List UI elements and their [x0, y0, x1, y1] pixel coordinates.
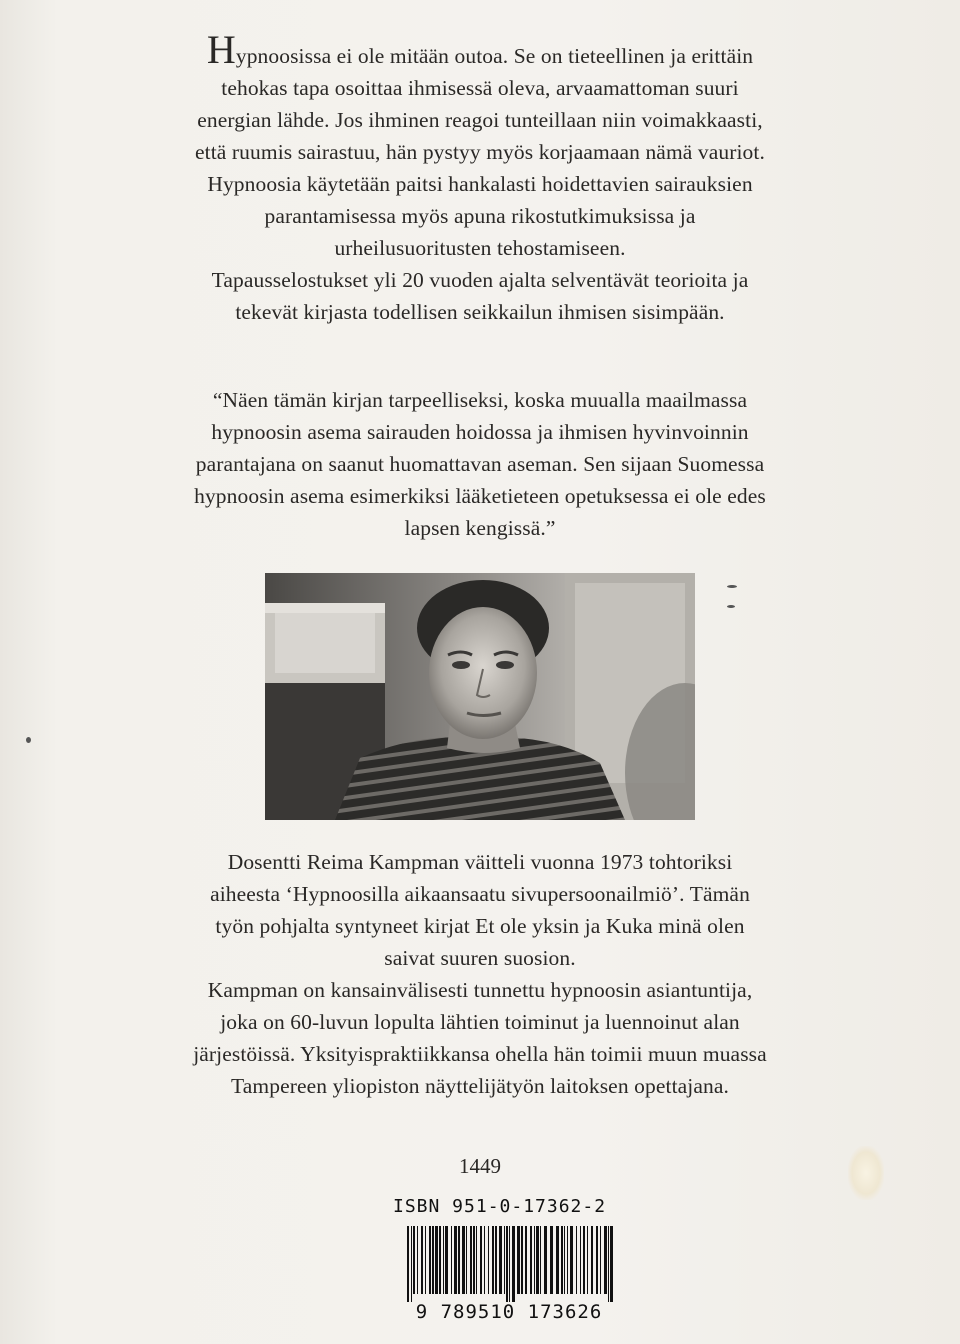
barcode-bar [540, 1226, 541, 1294]
author-photo [265, 573, 695, 820]
barcode-bar [550, 1226, 553, 1294]
author-quote [120, 384, 840, 544]
barcode-bar [476, 1226, 477, 1294]
text-line: tekevät kirjasta todellisen seikkailun ihmisen sisimpään. [235, 300, 725, 324]
text-line: parantajana on saanut huomattavan aseman. Sen sijaan Suomessa [195, 452, 765, 476]
barcode-bar [495, 1226, 497, 1294]
barcode-bar [458, 1226, 460, 1294]
barcode-bar [466, 1226, 467, 1294]
barcode-bar [521, 1226, 523, 1294]
barcode-bar [473, 1226, 475, 1294]
text-line: parantamisessa myös apuna rikostutkimuksissa ja [264, 204, 696, 228]
barcode-bar [576, 1226, 577, 1294]
barcode-bar [432, 1226, 434, 1294]
barcode-bar [454, 1226, 457, 1294]
drop-cap: H [206, 27, 236, 72]
text-line: Dosentti Reima Kampman väitteli vuonna 1973 tohtoriksi [227, 850, 733, 874]
barcode-bar [504, 1226, 505, 1294]
text-line: energian lähde. Jos ihminen reagoi tunteillaan niin voimakkaasti, [197, 108, 763, 132]
barcode-bar [525, 1226, 527, 1294]
text-line: “Näen tämän kirjan tarpeelliseksi, koska muualla maailmassa [212, 388, 748, 412]
barcode-bar [509, 1226, 510, 1302]
barcode-bar [480, 1226, 482, 1294]
barcode-bar [451, 1226, 452, 1294]
text-line: hypnoosin asema esimerkiksi lääketieteen opetuksessa ei ole edes [194, 484, 766, 508]
text-line: saivat suuren suosion. [384, 946, 576, 970]
barcode-bar [407, 1226, 409, 1302]
barcode-bar [580, 1226, 581, 1294]
dust-speck [26, 737, 31, 743]
barcode-bar [470, 1226, 472, 1294]
book-number: 1449 [459, 1154, 501, 1178]
text-line: Tampereen yliopiston näyttelijätyön laitoksen opettajana. [231, 1074, 729, 1098]
barcode-bar [421, 1226, 423, 1294]
barcode-bar [583, 1226, 585, 1294]
barcode-bar [567, 1226, 568, 1294]
barcode-bar [425, 1226, 426, 1294]
text-line: lapsen kengissä.” [404, 516, 556, 540]
isbn-label: ISBN 951-0-17362-2 [393, 1196, 607, 1217]
barcode-bar [564, 1226, 565, 1294]
barcode-bar [596, 1226, 598, 1294]
barcode-bar [492, 1226, 494, 1294]
barcode-bar [411, 1226, 412, 1302]
barcode-bar [484, 1226, 485, 1294]
barcode-bar [506, 1226, 508, 1302]
text-line [120, 27, 840, 72]
barcode-bar [517, 1226, 520, 1294]
barcode-bar [462, 1226, 465, 1294]
dust-speck [727, 585, 737, 588]
barcode-bar [499, 1226, 502, 1294]
text-line: hypnoosin asema sairauden hoidossa ja ihmisen hyvinvoinnin [211, 420, 749, 444]
text-line: Tapausselostukset yli 20 vuoden ajalta selventävät teorioita ja [211, 268, 749, 292]
barcode-bar [604, 1226, 607, 1294]
barcode-bar [556, 1226, 559, 1294]
barcode-bar [445, 1226, 448, 1294]
barcode-bar [435, 1226, 438, 1294]
text-line: urheilusuoritusten tehostamiseen. [334, 236, 626, 260]
barcode-bar [488, 1226, 489, 1294]
barcode-bar [429, 1226, 431, 1294]
barcode-bar [561, 1226, 563, 1294]
barcode [393, 1226, 625, 1322]
barcode-bar [512, 1226, 515, 1302]
barcode-bar [591, 1226, 593, 1294]
barcode-bar [600, 1226, 601, 1294]
barcode-bar [439, 1226, 441, 1294]
text-line: aiheesta ‘Hypnoosilla aikaansaatu sivupersoonailmiö’. Tämän [210, 882, 750, 906]
paper-stain [848, 1146, 884, 1200]
barcode-bar [413, 1226, 415, 1294]
barcode-digits: 9 789510 173626 [415, 1301, 603, 1322]
text-line: tehokas tapa osoittaa ihmisessä oleva, arvaamattoman suuri [221, 76, 739, 100]
text-line: järjestöissä. Yksityispraktiikkansa ohella hän toimii muun muassa [193, 1042, 767, 1066]
barcode-bar [610, 1226, 613, 1302]
text-line: joka on 60-luvun lopulta lähtien toiminut ja luennoinut alan [220, 1010, 740, 1034]
text-line-content: ypnoosissa ei ole mitään outoa. Se on tieteellinen ja erittäin [235, 44, 754, 68]
text-line: Hypnoosia käytetään paitsi hankalasti hoidettavien sairauksien [207, 172, 753, 196]
author-bio [120, 846, 840, 1102]
barcode-bar [534, 1226, 535, 1294]
barcode-bar [570, 1226, 573, 1294]
barcode-bar [544, 1226, 547, 1294]
barcode-bar [443, 1226, 444, 1294]
barcode-bar [530, 1226, 532, 1294]
dust-speck [727, 605, 735, 608]
text-line: työn pohjalta syntyneet kirjat Et ole yksin ja Kuka minä olen [215, 914, 745, 938]
barcode-bar [417, 1226, 418, 1294]
barcode-bar [608, 1226, 609, 1302]
text-line: Kampman on kansainvälisesti tunnettu hypnoosin asiantuntija, [207, 978, 753, 1002]
text-line: että ruumis sairastuu, hän pystyy myös korjaamaan nämä vauriot. [195, 140, 765, 164]
barcode-bar [536, 1226, 539, 1294]
barcode-bar [587, 1226, 588, 1294]
description-paragraph [120, 27, 840, 328]
